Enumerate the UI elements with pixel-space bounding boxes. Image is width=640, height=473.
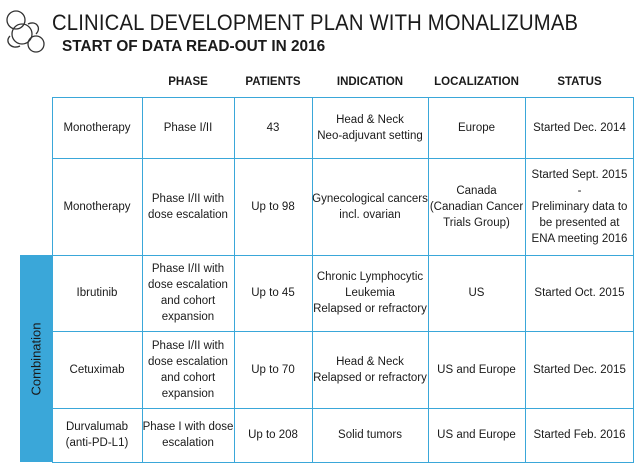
row-indication: Gynecological cancers incl. ovarian — [312, 192, 428, 221]
column-header-patients: PATIENTS — [245, 76, 301, 88]
column-header-phase: PHASE — [168, 76, 208, 88]
row-patients: Up to 208 — [248, 429, 298, 441]
page-subtitle: START OF DATA READ-OUT IN 2016 — [62, 38, 326, 55]
row-therapy: Monotherapy — [63, 200, 131, 213]
row-patients: Up to 98 — [251, 200, 295, 213]
column-header-status: STATUS — [557, 76, 602, 88]
column-header-localization: LOCALIZATION — [434, 76, 519, 88]
row-status: Started Sept. 2015 - Preliminary data to be presented at ENA meeting 2016 — [531, 168, 628, 245]
company-logo-icon — [2, 6, 50, 54]
row-patients: Up to 45 — [251, 287, 295, 299]
combination-group-label — [20, 255, 52, 462]
row-patients: 43 — [266, 121, 280, 134]
row-status: Started Oct. 2015 — [534, 287, 625, 299]
row-patients: Up to 70 — [251, 363, 295, 376]
row-therapy: Ibrutinib — [76, 287, 118, 299]
row-phase: Phase I/II — [163, 121, 213, 134]
row-status: Started Feb. 2016 — [533, 429, 626, 441]
row-indication: Solid tumors — [338, 429, 402, 441]
row-localization: US and Europe — [437, 363, 516, 376]
row-indication: Head & Neck Relapsed or refractory — [313, 355, 427, 384]
page-title: CLINICAL DEVELOPMENT PLAN WITH MONALIZUMAB — [52, 10, 579, 35]
row-indication: Chronic Lymphocytic Leukemia Relapsed or refractory — [313, 271, 427, 315]
row-phase: Phase I/II with dose escalation and cohort expansion — [148, 339, 228, 400]
row-phase: Phase I/II with dose escalation — [148, 192, 228, 221]
row-indication: Head & Neck Neo-adjuvant setting — [317, 113, 423, 142]
row-phase: Phase I with dose escalation — [142, 421, 234, 449]
row-localization: Europe — [457, 121, 496, 134]
row-localization: Canada (Canadian Cancer Trials Group) — [429, 184, 524, 229]
column-header-indication: INDICATION — [336, 76, 404, 88]
row-therapy: Cetuximab — [69, 363, 125, 376]
row-status: Started Dec. 2014 — [533, 121, 626, 134]
row-therapy: Durvalumab (anti-PD-L1) — [65, 421, 129, 449]
row-localization: US and Europe — [437, 429, 516, 441]
row-phase: Phase I/II with dose escalation and cohort expansion — [148, 263, 228, 323]
row-status: Started Dec. 2015 — [533, 363, 626, 376]
combination-label-text: Combination — [28, 322, 44, 395]
row-therapy: Monotherapy — [63, 121, 131, 134]
row-localization: US — [468, 287, 485, 299]
table-divider — [52, 462, 634, 463]
